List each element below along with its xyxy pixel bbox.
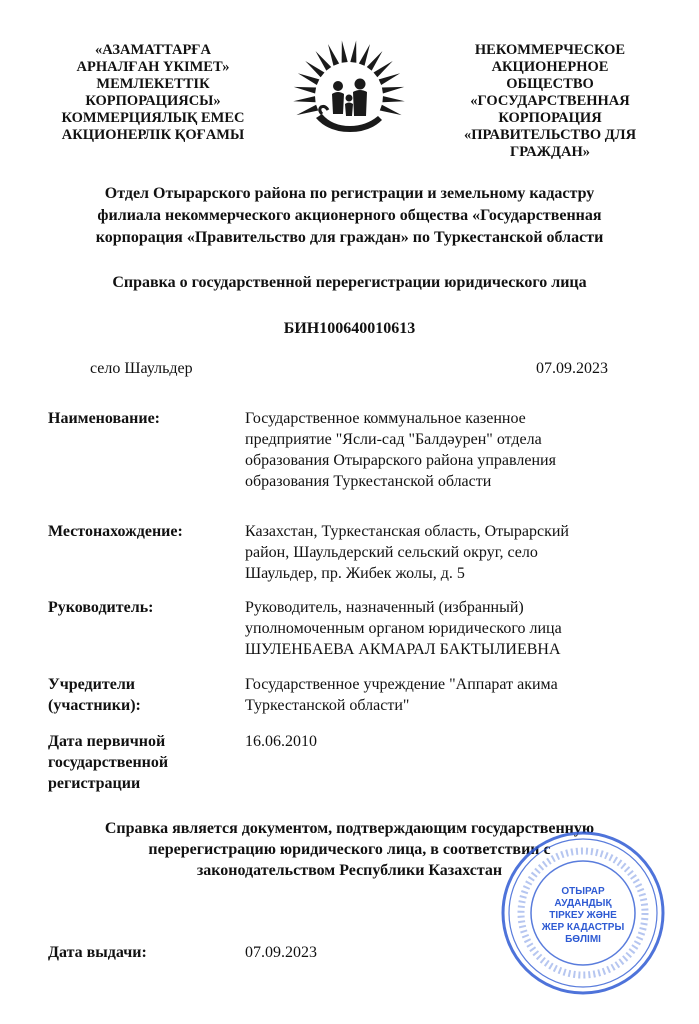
stamp-text-line: ЖЕР КАДАСТРЫ [541,922,625,933]
name-value [245,408,645,492]
sun-family-hand-icon [288,34,410,156]
statement-line: перерегистрацию юридического лица, в соответствии с [148,841,551,858]
header-left-line: АКЦИОНЕРЛІК ҚОҒАМЫ [61,127,245,143]
name-value-line: Государственное коммунальное казенное [245,410,526,427]
head-value-line: ШУЛЕНБАЕВА АКМАРАЛ БАКТЫЛИЕВНА [245,641,561,658]
department-title [0,183,699,249]
header-left-line: КОРПОРАЦИЯСЫ» [85,93,221,109]
sun-ray [294,87,316,94]
header-right-line: «ГОСУДАРСТВЕННАЯ [470,93,630,109]
name-value-line: образования Туркестанской области [245,473,492,490]
sun-ray [296,105,318,115]
sun-ray [374,61,393,77]
first-registration-label-line: регистрации [48,775,141,792]
header-right-org-name [440,42,660,161]
name-value-line: предприятие "Ясли-сад "Балдәурен" отдела [245,431,542,448]
sun-ray [293,96,315,102]
document-date: 07.09.2023 [536,360,608,377]
founders-label [48,674,238,716]
sun-ray [379,73,400,85]
issue-place: село Шаульдер [90,360,193,377]
header-right-line: АКЦИОНЕРНОЕ [491,59,609,75]
bin-number: БИН100640010613 [283,320,416,337]
issue-date-value: 07.09.2023 [245,944,317,961]
founders-label-line: (участники): [48,697,141,714]
header-right-line: КОРПОРАЦИЯ [498,110,602,126]
department-title-line: филиала некоммерческого акционерного общества «Государственная [97,207,602,224]
founders-label-line: Учредители [48,676,136,693]
first-registration-label [48,731,238,794]
sun-ray [305,61,324,77]
stamp-text-line: ТІРКЕУ ЖӘНЕ [549,910,617,921]
head-label: Руководитель: [48,599,154,616]
header-right-line: ГРАЖДАН» [509,144,590,160]
issue-date-label: Дата выдачи: [48,944,147,961]
official-stamp-icon [498,828,668,998]
sun-ray [367,51,383,71]
statement-line: законодательством Республики Казахстан [196,862,503,879]
first-registration-label-line: государственной [48,754,169,771]
stamp-text-line: АУДАНДЫҚ [554,898,612,909]
founders-value-line: Туркестанской области" [245,697,410,714]
head-value-line: Руководитель, назначенный (избранный) [245,599,524,616]
location-label: Местонахождение: [48,523,183,540]
name-label: Наименование: [48,410,160,427]
header-left-line: КОММЕРЦИЯЛЫҚ ЕМЕС [61,110,245,126]
location-value-line: район, Шаульдерский сельский округ, село [245,544,538,561]
statement-line: Справка является документом, подтверждающим государственную [104,820,595,837]
header-right-line: ОБЩЕСТВО [506,76,594,92]
stamp-text-line: БӨЛІМІ [565,934,601,945]
header-left-line: «АЗАМАТТАРҒА [94,42,211,58]
name-value-line: образования Отырарского района управления [245,452,556,469]
head-value-line: уполномоченным органом юридического лица [245,620,562,637]
founders-value [245,674,645,716]
sun-ray [359,44,370,66]
header-right-line: НЕКОММЕРЧЕСКОЕ [474,42,626,58]
location-value-line: Казахстан, Туркестанская область, Отырарский [245,523,569,540]
sun-ray [316,51,332,71]
document-title: Справка о государственной перерегистрации юридического лица [112,274,587,291]
sun-ray [328,44,339,66]
location-value [245,521,645,584]
sun-ray [382,87,404,94]
department-title-line: корпорация «Правительство для граждан» по Туркестанской области [95,229,604,246]
stamp-text-line: ОТЫРАР [561,886,605,897]
first-registration-value: 16.06.2010 [245,733,317,750]
sun-ray [382,96,404,102]
header-left-line: АРНАЛҒАН ҮКІМЕТ» [76,59,230,75]
sun-ray [298,73,319,85]
department-title-line: Отдел Отырарского района по регистрации и земельному кадастру [104,185,595,202]
sun-ray [380,105,402,115]
header-right-line: «ПРАВИТЕЛЬСТВО ДЛЯ [463,127,637,143]
header-left-org-name [48,42,258,144]
header-left-line: МЕМЛЕКЕТТІК [96,76,210,92]
location-value-line: Шаульдер, пр. Жибек жолы, д. 5 [245,565,465,582]
first-registration-label-line: Дата первичной [48,733,166,750]
founders-value-line: Государственное учреждение "Аппарат акима [245,676,558,693]
sun-ray [350,40,356,62]
sun-ray [342,40,348,62]
head-value [245,597,645,660]
